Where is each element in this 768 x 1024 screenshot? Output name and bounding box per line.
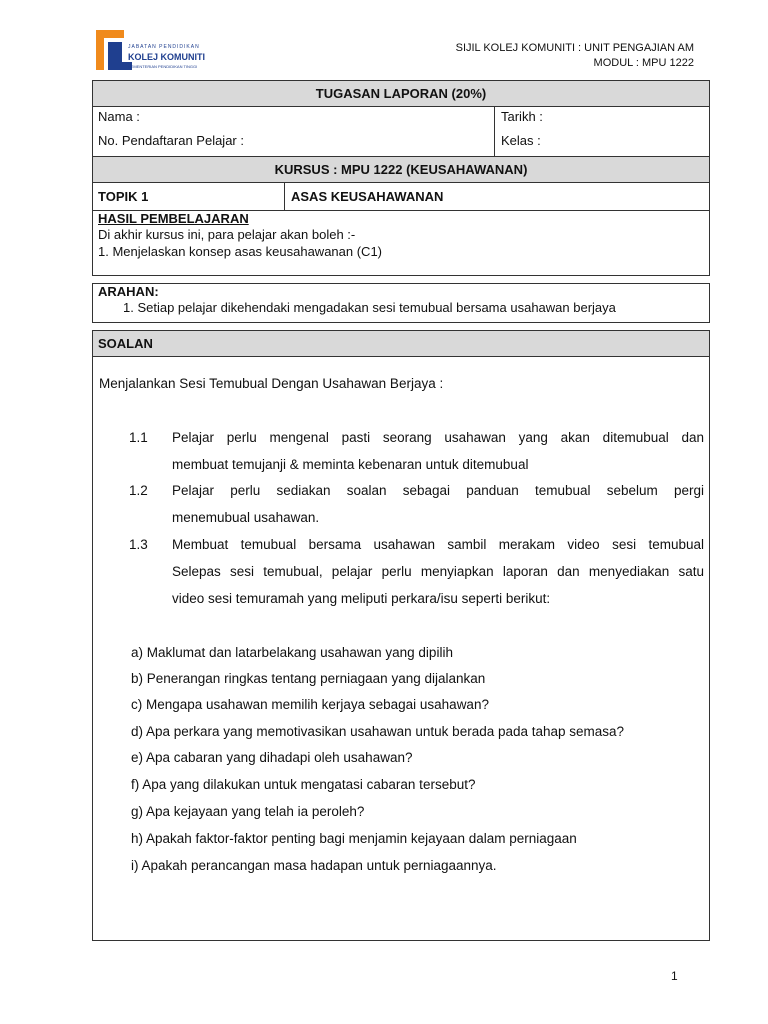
tarikh-cell [495,107,709,157]
topik-value: ASAS KEUSAHAWANAN [291,189,444,204]
list-item-g: g) Apa kejayaan yang telah ia peroleh? [131,804,365,819]
item-1-2-line2: menemubual usahawan. [172,510,320,525]
logo-orange-top [96,30,124,38]
header-modul: MODUL : MPU 1222 [593,57,694,69]
hasil-intro: Di akhir kursus ini, para pelajar akan boleh :- [98,227,356,242]
arahan-item: 1. Setiap pelajar dikehendaki mengadakan sesi temubual bersama usahawan berjaya [123,300,616,315]
tarikh-label: Tarikh : [501,109,543,124]
hasil-item: 1. Menjelaskan konsep asas keusahawanan (C1) [98,244,383,259]
item-1-3-line1: Membuat temubual bersama usahawan sambil merakam video sesi temubual [172,537,704,552]
logo-text-bottom: KEMENTERIAN PENDIDIKAN TINGGI [128,64,198,69]
list-item-i: i) Apakah perancangan masa hadapan untuk perniagaannya. [131,858,497,873]
item-1-3-line3: video sesi temuramah yang meliputi perkara/isu seperti berikut: [172,591,551,606]
item-1-1-number: 1.1 [129,430,148,445]
soalan-heading-row [93,331,709,357]
list-item-d: d) Apa perkara yang memotivasikan usahawan untuk berada pada tahap semasa? [131,724,625,739]
arahan-heading: ARAHAN: [98,284,159,299]
list-item-h: h) Apakah faktor-faktor penting bagi menjamin kejayaan dalam perniagaan [131,831,577,846]
kursus-title: KURSUS : MPU 1222 (KEUSAHAWANAN) [274,162,528,177]
nama-label: Nama : [98,109,140,124]
list-item-e: e) Apa cabaran yang dihadapi oleh usahawan? [131,750,413,765]
list-item-f: f) Apa yang dilakukan untuk mengatasi cabaran tersebut? [131,777,476,792]
page-number: 1 [671,969,678,983]
topik-label: TOPIK 1 [98,189,149,204]
header-unit: SIJIL KOLEJ KOMUNITI : UNIT PENGAJIAN AM [455,42,694,54]
kelas-label: Kelas : [501,133,541,148]
kursus-row [93,157,709,183]
form-title-row [93,81,709,107]
soalan-heading: SOALAN [98,336,153,351]
arahan-box [92,283,710,323]
topik-label-cell [93,183,285,211]
logo-text-main: KOLEJ KOMUNITI [128,52,206,62]
no-pendaftaran-label: No. Pendaftaran Pelajar : [98,133,244,148]
form-title: TUGASAN LAPORAN (20%) [315,86,487,101]
topik-value-cell [285,183,709,211]
item-1-1-line2: membuat temujanji & meminta kebenaran untuk ditemubual [172,457,529,472]
list-item-b: b) Penerangan ringkas tentang perniagaan yang dijalankan [131,671,486,686]
kolej-komuniti-logo [96,30,206,76]
hasil-cell [93,211,709,275]
item-1-3-line2: Selepas sesi temubual, pelajar perlu menyiapkan laporan dan menyediakan satu [172,564,704,579]
soalan-box [92,330,710,941]
logo-text-top: JABATAN PENDIDIKAN [128,44,200,50]
soalan-intro: Menjalankan Sesi Temubual Dengan Usahawan Berjaya : [99,376,444,391]
item-1-3-number: 1.3 [129,537,148,552]
nama-cell [93,107,495,157]
item-1-1-line1: Pelajar perlu mengenal pasti seorang usahawan yang akan ditemubual dan [172,430,704,445]
list-item-c: c) Mengapa usahawan memilih kerjaya sebagai usahawan? [131,697,489,712]
form-table [92,80,710,276]
hasil-heading: HASIL PEMBELAJARAN [98,211,249,226]
item-1-2-line1: Pelajar perlu sediakan soalan sebagai panduan temubual sebelum pergi [172,483,704,498]
item-1-2-number: 1.2 [129,483,148,498]
list-item-a: a) Maklumat dan latarbelakang usahawan yang dipilih [131,645,453,660]
